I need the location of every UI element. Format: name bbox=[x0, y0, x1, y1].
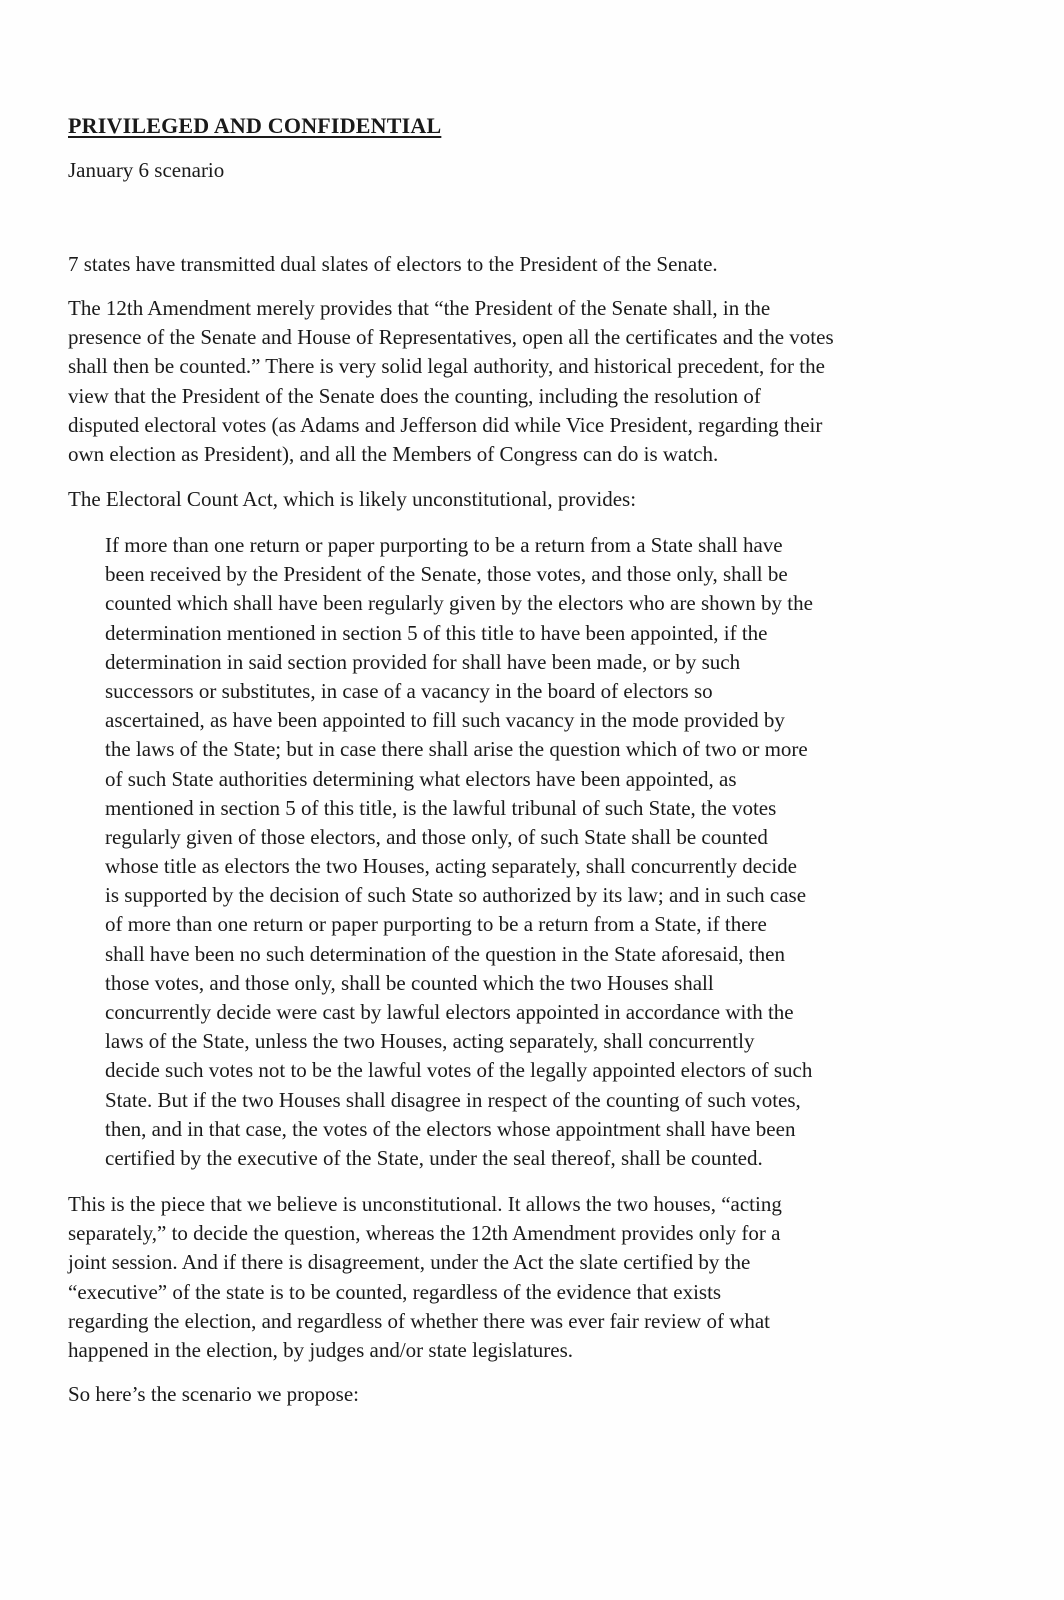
text-line: happened in the election, by judges and/or state legislatures. bbox=[68, 1337, 574, 1362]
quote-line: regularly given of those electors, and those only, of such State shall be counted bbox=[105, 824, 768, 849]
quote-line: decide such votes not to be the lawful votes of the legally appointed electors of such bbox=[105, 1058, 813, 1083]
document-subtitle: January 6 scenario bbox=[68, 158, 225, 182]
text-line: shall then be counted.” There is very solid legal authority, and historical precedent, for the bbox=[68, 354, 825, 379]
quote-line: determination mentioned in section 5 of this title to have been appointed, if the bbox=[105, 620, 768, 645]
quote-line: is supported by the decision of such State so authorized by its law; and in such case bbox=[105, 883, 807, 908]
quote-line: certified by the executive of the State, under the seal thereof, shall be counted. bbox=[105, 1145, 763, 1170]
quote-line: been received by the President of the Senate, those votes, and those only, shall be bbox=[105, 562, 788, 587]
quote-line: of such State authorities determining what electors have been appointed, as bbox=[105, 766, 737, 791]
text-line: presence of the Senate and House of Representatives, open all the certificates and the votes bbox=[68, 325, 834, 350]
text-line: view that the President of the Senate does the counting, including the resolution of bbox=[68, 383, 761, 408]
text-line: So here’s the scenario we propose: bbox=[68, 1382, 359, 1406]
quote-line: mentioned in section 5 of this title, is the lawful tribunal of such State, the votes bbox=[105, 795, 777, 820]
quote-line: ascertained, as have been appointed to fill such vacancy in the mode provided by bbox=[105, 708, 785, 733]
confidentiality-heading: PRIVILEGED AND CONFIDENTIAL bbox=[68, 113, 442, 138]
quote-line: whose title as electors the two Houses, acting separately, shall concurrently decide bbox=[105, 854, 797, 879]
quote-line: If more than one return or paper purporting to be a return from a State shall have bbox=[105, 533, 783, 557]
paragraph-electoral-count-act-intro bbox=[68, 485, 636, 514]
quote-line: shall have been no such determination of the question in the State aforesaid, then bbox=[105, 941, 785, 966]
text-line: “executive” of the state is to be counted, regardless of the evidence that exists bbox=[68, 1279, 722, 1304]
quote-line: then, and in that case, the votes of the electors whose appointment shall have been bbox=[105, 1116, 796, 1141]
text-line: own election as President), and all the Members of Congress can do is watch. bbox=[68, 441, 719, 466]
text-line: separately,” to decide the question, whereas the 12th Amendment provides only for a bbox=[68, 1221, 781, 1246]
quote-line: of more than one return or paper purporting to be a return from a State, if there bbox=[105, 912, 767, 937]
quote-line: the laws of the State; but in case there shall arise the question which of two or more bbox=[105, 737, 808, 762]
text-line: disputed electoral votes (as Adams and Jefferson did while Vice President, regarding their bbox=[68, 412, 823, 437]
quote-line: laws of the State, unless the two Houses, acting separately, shall concurrently bbox=[105, 1029, 755, 1054]
quote-line: successors or substitutes, in case of a vacancy in the board of electors so bbox=[105, 678, 713, 703]
text-line: 7 states have transmitted dual slates of electors to the President of the Senate. bbox=[68, 252, 718, 276]
quote-line: State. But if the two Houses shall disagree in respect of the counting of such votes, bbox=[105, 1087, 801, 1112]
quote-line: those votes, and those only, shall be counted which the two Houses shall bbox=[105, 970, 714, 995]
text-line: This is the piece that we believe is unconstitutional. It allows the two houses, “acting bbox=[68, 1192, 782, 1216]
electoral-count-act-quote bbox=[105, 531, 813, 1173]
text-line: regarding the election, and regardless of whether there was ever fair review of what bbox=[68, 1308, 771, 1333]
paragraph-dual-slates bbox=[68, 250, 718, 279]
paragraph-unconstitutional-piece bbox=[68, 1190, 782, 1365]
text-line: joint session. And if there is disagreement, under the Act the slate certified by the bbox=[68, 1250, 751, 1275]
paragraph-12th-amendment bbox=[68, 294, 834, 469]
quote-line: counted which shall have been regularly given by the electors who are shown by the bbox=[105, 591, 813, 616]
text-line: The 12th Amendment merely provides that “the President of the Senate shall, in the bbox=[68, 296, 771, 320]
paragraph-scenario-intro bbox=[68, 1380, 359, 1409]
quote-line: concurrently decide were cast by lawful electors appointed in accordance with the bbox=[105, 1000, 794, 1024]
text-line: The Electoral Count Act, which is likely unconstitutional, provides: bbox=[68, 487, 637, 511]
quote-line: determination in said section provided for shall have been made, or by such bbox=[105, 649, 741, 674]
